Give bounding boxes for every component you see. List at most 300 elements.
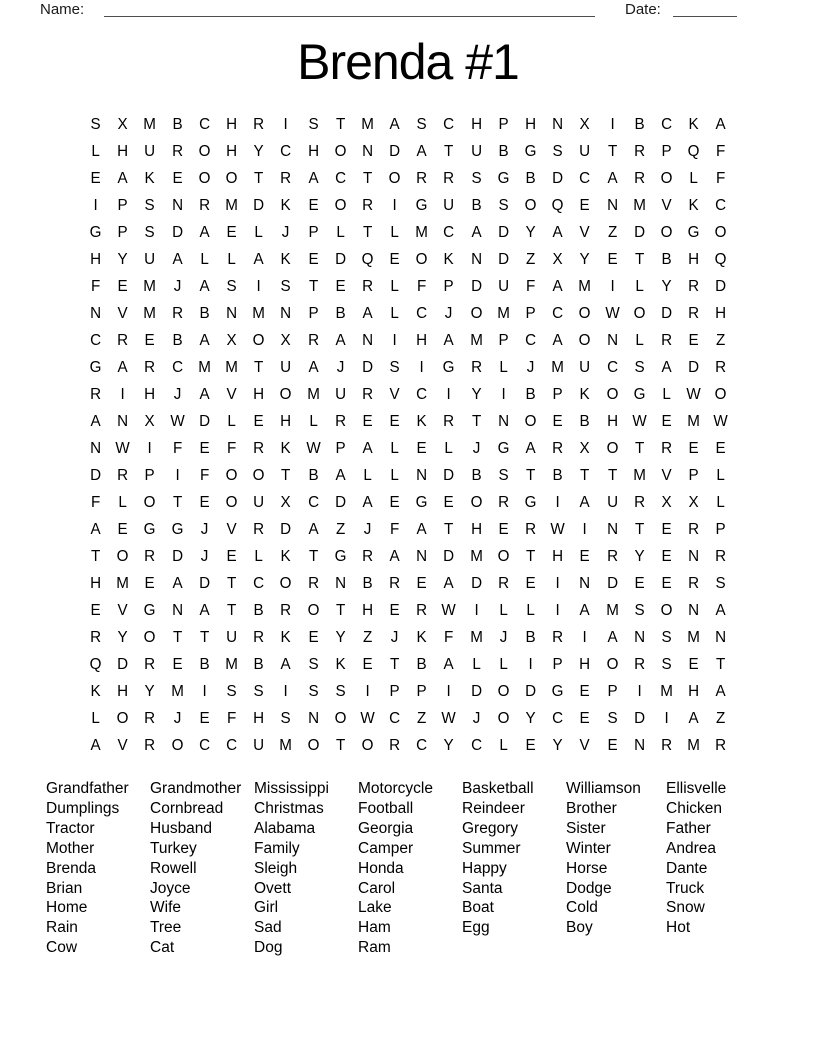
grid-letter: O xyxy=(334,196,347,214)
grid-letter: Y xyxy=(144,682,156,700)
grid-letter: H xyxy=(253,385,265,403)
grid-letter: E xyxy=(144,574,156,592)
grid-letter: E xyxy=(308,628,319,646)
grid-letter: M xyxy=(687,736,701,754)
grid-letter: Z xyxy=(525,250,536,268)
grid-letter: C xyxy=(443,223,455,241)
grid-letter: D xyxy=(198,574,210,592)
word-list-item: Snow xyxy=(666,899,705,917)
grid-letter: R xyxy=(280,601,292,619)
grid-letter: I xyxy=(582,628,588,646)
grid-letter: G xyxy=(144,601,156,619)
grid-letter: L xyxy=(716,493,726,511)
grid-letter: M xyxy=(225,196,238,214)
word-list-item: Summer xyxy=(462,839,521,857)
grid-letter: I xyxy=(637,682,642,700)
grid-letter: A xyxy=(389,547,400,565)
grid-letter: B xyxy=(661,250,672,268)
grid-letter: M xyxy=(279,736,293,754)
grid-letter: L xyxy=(308,412,318,430)
grid-letter: R xyxy=(715,358,727,376)
grid-letter: A xyxy=(579,601,591,619)
grid-letter: R xyxy=(443,169,455,187)
grid-letter: R xyxy=(253,628,265,646)
grid-letter: T xyxy=(607,142,617,160)
grid-letter: O xyxy=(606,385,619,403)
grid-letter: K xyxy=(280,196,291,214)
grid-letter: W xyxy=(550,520,565,538)
grid-letter: A xyxy=(579,493,591,511)
word-list-column xyxy=(462,779,566,958)
grid-letter: I xyxy=(610,277,615,295)
grid-letter: D xyxy=(661,304,673,322)
grid-letter: I xyxy=(446,385,452,403)
grid-letter: M xyxy=(497,304,510,322)
grid-letter: O xyxy=(660,169,673,187)
word-list-item: Ellisvelle xyxy=(666,780,727,797)
grid-letter: R xyxy=(470,358,482,376)
grid-letter: R xyxy=(361,196,373,214)
word-list-item: Dumplings xyxy=(46,799,120,817)
grid-letter: P xyxy=(389,682,400,700)
grid-letter: L xyxy=(91,142,100,160)
grid-letter: G xyxy=(443,358,455,376)
grid-letter: R xyxy=(361,385,373,403)
grid-letter: T xyxy=(390,655,400,673)
grid-letter: E xyxy=(199,493,210,511)
grid-letter: N xyxy=(226,304,238,322)
grid-letter: O xyxy=(334,709,347,727)
grid-letter: O xyxy=(279,385,292,403)
grid-letter: E xyxy=(90,601,101,619)
grid-letter: G xyxy=(497,169,510,187)
grid-letter: E xyxy=(661,520,672,538)
grid-letter: A xyxy=(362,304,373,322)
grid-letter: P xyxy=(335,439,346,457)
grid-letter: S xyxy=(389,358,400,376)
grid-letter: R xyxy=(497,574,509,592)
grid-letter: R xyxy=(144,736,156,754)
grid-letter: B xyxy=(172,115,183,133)
grid-letter: Y xyxy=(525,709,536,727)
grid-letter: R xyxy=(334,412,346,430)
grid-letter: I xyxy=(283,115,289,133)
grid-letter: H xyxy=(307,142,319,160)
word-list-item: Boat xyxy=(462,899,494,917)
grid-letter: L xyxy=(499,358,508,376)
grid-letter: D xyxy=(688,358,700,376)
grid-letter: V xyxy=(117,601,128,619)
grid-letter: P xyxy=(525,304,536,322)
grid-letter: N xyxy=(552,115,564,133)
grid-letter: A xyxy=(715,601,726,619)
grid-letter: H xyxy=(226,142,238,160)
grid-letter: B xyxy=(416,655,427,673)
grid-letter: A xyxy=(308,169,319,187)
grid-letter: L xyxy=(227,412,236,430)
grid-letter: B xyxy=(525,169,536,187)
word-list-item: Brother xyxy=(566,799,617,817)
grid-letter: S xyxy=(634,358,645,376)
word-list-item: Ovett xyxy=(254,879,292,897)
grid-letter: I xyxy=(555,574,560,592)
word-list-item: Honda xyxy=(358,859,404,877)
grid-letter: L xyxy=(254,547,263,565)
grid-letter: Q xyxy=(714,250,727,268)
grid-letter: V xyxy=(579,223,591,241)
grid-letter: O xyxy=(606,439,619,457)
word-list-item: Joyce xyxy=(150,879,191,897)
grid-letter: X xyxy=(688,493,699,511)
grid-letter: D xyxy=(117,655,129,673)
grid-letter: R xyxy=(389,736,401,754)
grid-letter: O xyxy=(497,709,510,727)
grid-letter: U xyxy=(497,277,509,295)
grid-letter: S xyxy=(280,277,291,295)
word-list-column xyxy=(254,779,358,958)
grid-letter: F xyxy=(716,142,726,160)
grid-letter: R xyxy=(661,439,673,457)
word-list-item: Happy xyxy=(462,859,507,877)
grid-letter: E xyxy=(416,574,427,592)
grid-letter: R xyxy=(416,601,428,619)
page-title: Brenda #1 xyxy=(297,34,519,90)
grid-letter: D xyxy=(389,142,401,160)
grid-letter: H xyxy=(525,115,537,133)
grid-letter: T xyxy=(634,520,644,538)
word-list-item: Grandfather xyxy=(46,780,129,797)
grid-letter: R xyxy=(661,331,673,349)
grid-letter: R xyxy=(688,520,700,538)
grid-letter: F xyxy=(525,277,536,295)
word-list-item: Sister xyxy=(566,819,606,837)
grid-letter: E xyxy=(308,250,319,268)
name-label: Name: xyxy=(40,1,85,18)
grid-letter: O xyxy=(225,466,238,484)
grid-letter: A xyxy=(607,169,618,187)
grid-letter: I xyxy=(474,601,479,619)
word-list-item: Cornbread xyxy=(150,799,224,817)
word-list-item: Father xyxy=(666,819,711,837)
grid-letter: B xyxy=(552,466,563,484)
grid-letter: D xyxy=(497,223,509,241)
grid-letter: A xyxy=(90,736,101,754)
grid-letter: A xyxy=(471,223,482,241)
grid-letter: S xyxy=(661,628,672,646)
grid-letter: N xyxy=(470,250,482,268)
grid-letter: E xyxy=(443,493,455,511)
grid-letter: U xyxy=(470,142,482,160)
grid-letter: T xyxy=(525,547,536,565)
word-list-column xyxy=(358,779,462,958)
word-list-item: Gregory xyxy=(462,819,518,837)
grid-letter: J xyxy=(526,358,535,376)
grid-letter: V xyxy=(389,385,400,403)
grid-letter: R xyxy=(715,736,727,754)
grid-letter: R xyxy=(253,520,265,538)
grid-letter: B xyxy=(471,466,482,484)
grid-letter: O xyxy=(334,142,347,160)
grid-letter: C xyxy=(552,709,564,727)
word-list-column xyxy=(666,779,726,958)
grid-letter: P xyxy=(552,385,563,403)
grid-letter: B xyxy=(525,385,536,403)
grid-letter: T xyxy=(634,439,644,457)
grid-letter: I xyxy=(283,682,289,700)
grid-letter: O xyxy=(524,196,537,214)
grid-letter: W xyxy=(632,412,647,430)
grid-letter: D xyxy=(606,574,618,592)
grid-letter: G xyxy=(415,196,428,214)
name-fill-line xyxy=(104,0,595,17)
grid-letter: A xyxy=(715,682,726,700)
grid-letter: L xyxy=(390,439,399,457)
grid-letter: A xyxy=(172,250,183,268)
grid-letter: Q xyxy=(361,250,374,268)
grid-letter: P xyxy=(498,115,509,133)
word-list-item: Lake xyxy=(358,899,392,917)
grid-letter: S xyxy=(552,142,563,160)
grid-letter: P xyxy=(117,196,128,214)
grid-letter: R xyxy=(144,358,156,376)
grid-letter: J xyxy=(200,520,209,538)
grid-letter: T xyxy=(281,466,291,484)
word-list-item: Ham xyxy=(358,919,391,937)
grid-letter: T xyxy=(90,547,101,565)
grid-letter: H xyxy=(117,142,129,160)
grid-letter: I xyxy=(610,115,615,133)
grid-letter: O xyxy=(606,655,619,673)
grid-letter: N xyxy=(416,547,428,565)
grid-letter: I xyxy=(446,682,452,700)
word-list-item: Motorcycle xyxy=(358,780,433,797)
grid-letter: A xyxy=(552,331,563,349)
grid-letter: P xyxy=(308,223,319,241)
grid-letter: E xyxy=(308,196,319,214)
grid-letter: D xyxy=(280,520,292,538)
grid-letter: Y xyxy=(634,547,645,565)
word-list-item: Santa xyxy=(462,879,503,897)
grid-letter: L xyxy=(390,223,399,241)
grid-letter: R xyxy=(144,547,156,565)
grid-letter: I xyxy=(582,520,588,538)
grid-letter: N xyxy=(361,331,373,349)
grid-letter: H xyxy=(280,412,292,430)
word-list-item: Andrea xyxy=(666,839,716,857)
word-list-item: Egg xyxy=(462,919,490,937)
grid-letter: R xyxy=(525,520,537,538)
grid-letter: M xyxy=(551,358,565,376)
grid-letter: T xyxy=(226,574,237,592)
grid-letter: P xyxy=(661,142,672,160)
grid-letter: E xyxy=(688,655,699,673)
grid-letter: L xyxy=(444,439,454,457)
grid-letter: J xyxy=(499,628,508,646)
date-fill-line xyxy=(673,0,737,17)
grid-letter: G xyxy=(497,439,510,457)
grid-letter: T xyxy=(254,358,264,376)
grid-letter: Y xyxy=(661,277,672,295)
grid-letter: E xyxy=(579,547,591,565)
grid-letter: A xyxy=(688,709,699,727)
grid-letter: O xyxy=(660,601,673,619)
grid-letter: R xyxy=(552,439,564,457)
grid-letter: E xyxy=(661,412,672,430)
grid-letter: E xyxy=(579,196,591,214)
grid-letter: S xyxy=(471,169,482,187)
grid-letter: B xyxy=(253,601,264,619)
grid-letter: V xyxy=(117,304,128,322)
grid-letter: R xyxy=(253,115,265,133)
grid-letter: N xyxy=(606,520,618,538)
grid-letter: O xyxy=(714,385,727,403)
grid-letter: I xyxy=(93,196,98,214)
grid-letter: N xyxy=(334,574,346,592)
grid-letter: B xyxy=(362,574,373,592)
grid-letter: B xyxy=(172,331,183,349)
grid-letter: V xyxy=(117,736,128,754)
grid-letter: G xyxy=(415,493,428,511)
word-list-column xyxy=(566,779,666,958)
grid-letter: L xyxy=(91,709,100,727)
grid-letter: F xyxy=(716,169,726,187)
grid-letter: A xyxy=(335,331,346,349)
grid-letter: K xyxy=(280,439,291,457)
grid-letter: M xyxy=(252,304,266,322)
word-list-item: Chicken xyxy=(666,799,722,817)
word-list-item: Dodge xyxy=(566,879,612,897)
grid-letter: J xyxy=(445,304,453,322)
grid-letter: S xyxy=(634,601,645,619)
grid-letter: I xyxy=(175,466,180,484)
grid-letter: F xyxy=(226,709,237,727)
grid-letter: C xyxy=(579,169,591,187)
grid-letter: C xyxy=(416,385,428,403)
grid-letter: S xyxy=(416,115,427,133)
grid-letter: E xyxy=(226,223,237,241)
grid-letter: W xyxy=(360,709,375,727)
grid-letter: F xyxy=(90,493,101,511)
grid-letter: E xyxy=(579,709,591,727)
grid-letter: O xyxy=(470,493,483,511)
grid-letter: F xyxy=(199,466,209,484)
grid-letter: M xyxy=(116,574,130,592)
grid-letter: T xyxy=(226,601,237,619)
grid-letter: W xyxy=(713,412,729,430)
grid-letter: A xyxy=(525,439,536,457)
grid-letter: I xyxy=(555,493,560,511)
grid-letter: R xyxy=(633,655,645,673)
grid-letter: T xyxy=(172,628,182,646)
grid-letter: J xyxy=(390,628,399,646)
grid-letter: R xyxy=(307,574,319,592)
word-list-item: Rain xyxy=(46,919,78,937)
grid-letter: A xyxy=(362,439,373,457)
grid-letter: H xyxy=(90,250,102,268)
grid-letter: E xyxy=(226,547,237,565)
grid-letter: N xyxy=(606,331,618,349)
grid-letter: E xyxy=(335,277,346,295)
grid-letter: U xyxy=(144,142,156,160)
word-list-item: Cow xyxy=(46,939,78,957)
grid-letter: S xyxy=(308,682,319,700)
grid-letter: R xyxy=(389,574,401,592)
word-list-item: Cold xyxy=(566,899,598,917)
grid-letter: E xyxy=(688,331,699,349)
grid-letter: R xyxy=(171,142,183,160)
grid-letter: M xyxy=(306,385,320,403)
grid-letter: L xyxy=(227,250,236,268)
grid-letter: O xyxy=(388,169,401,187)
grid-letter: A xyxy=(199,223,210,241)
grid-letter: H xyxy=(470,520,482,538)
grid-letter: E xyxy=(661,547,672,565)
grid-letter: L xyxy=(635,331,644,349)
grid-letter: M xyxy=(143,115,157,133)
word-list-item: Cat xyxy=(150,939,175,957)
grid-letter: K xyxy=(144,169,156,187)
word-list-item: Ram xyxy=(358,939,391,957)
grid-letter: C xyxy=(552,304,564,322)
grid-letter: T xyxy=(335,115,345,133)
word-list-item: Reindeer xyxy=(462,799,525,817)
grid-letter: P xyxy=(308,304,319,322)
grid-letter: N xyxy=(497,412,509,430)
grid-letter: E xyxy=(634,574,645,592)
grid-letter: B xyxy=(525,628,536,646)
grid-letter: L xyxy=(363,466,372,484)
grid-letter: R xyxy=(253,439,265,457)
grid-letter: L xyxy=(200,250,209,268)
grid-letter: R xyxy=(144,709,156,727)
grid-letter: O xyxy=(579,331,591,349)
grid-letter: T xyxy=(335,601,345,619)
grid-letter: C xyxy=(416,304,428,322)
grid-letter: F xyxy=(172,439,182,457)
grid-letter: S xyxy=(498,196,509,214)
grid-letter: N xyxy=(633,628,645,646)
grid-letter: R xyxy=(688,277,700,295)
grid-letter: I xyxy=(202,682,207,700)
grid-letter: F xyxy=(444,628,454,646)
grid-letter: O xyxy=(470,304,483,322)
grid-letter: W xyxy=(169,412,185,430)
grid-letter: A xyxy=(253,250,264,268)
word-list-item: Brian xyxy=(46,879,83,897)
grid-letter: K xyxy=(280,628,291,646)
grid-letter: L xyxy=(336,223,345,241)
grid-letter: R xyxy=(361,277,373,295)
word-list-item: Girl xyxy=(254,899,279,917)
grid-letter: H xyxy=(688,250,700,268)
grid-letter: R xyxy=(606,547,618,565)
grid-letter: U xyxy=(253,493,265,511)
grid-letter: R xyxy=(90,628,102,646)
grid-letter: X xyxy=(280,331,291,349)
grid-letter: C xyxy=(90,331,102,349)
grid-letter: I xyxy=(392,196,397,214)
grid-letter: O xyxy=(252,466,265,484)
grid-letter: J xyxy=(173,709,181,727)
grid-letter: E xyxy=(199,709,210,727)
word-list-item: Horse xyxy=(566,859,608,877)
grid-letter: T xyxy=(471,412,481,430)
grid-letter: E xyxy=(389,493,400,511)
grid-letter: K xyxy=(335,655,346,673)
grid-letter: S xyxy=(144,196,156,214)
grid-letter: Y xyxy=(471,385,482,403)
grid-letter: L xyxy=(390,466,399,484)
